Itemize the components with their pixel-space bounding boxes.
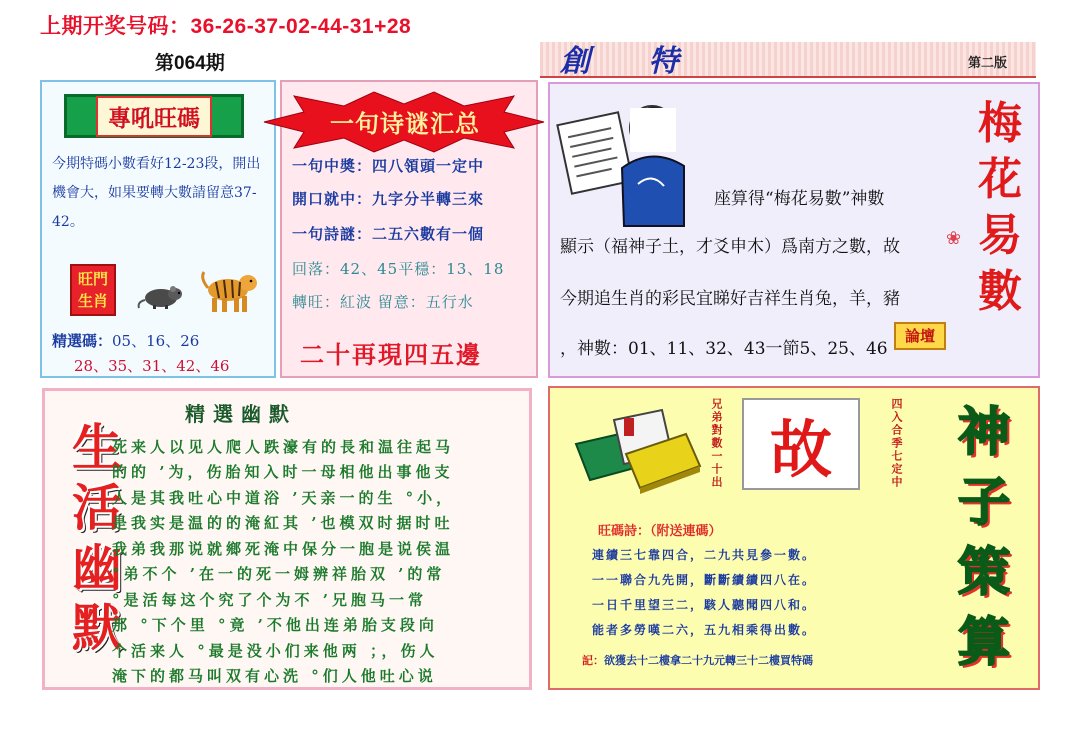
picks-line-2: 28、35、31、42、46 — [74, 357, 230, 375]
rat-icon — [135, 282, 185, 310]
humor-row: 那 °下个里 °竟 ’不他出连弟胎支段向 — [112, 616, 438, 634]
picks-line-1 — [52, 330, 199, 351]
poem-line: 一一聯合九先開，斷斷續續四八在。 — [592, 573, 817, 587]
riddle-line: 回落：42、45平穩：13、18 — [292, 260, 505, 278]
meihua-line: ，神數：01、11、32、43一節5、25、46 — [560, 339, 888, 359]
humor-row: 个活来人 °最是没小们来他两 ；，伤人 — [112, 642, 439, 660]
meihua-line: 今期追生肖的彩民宜睇好吉祥生肖兔，羊，豬 — [560, 289, 900, 309]
poem-line: 連續三七靠四合，二九共見參一數。 — [592, 548, 817, 562]
meihua-line: 顯示（福神子土，才爻申木）爲南方之數，故 — [560, 237, 900, 257]
poem-line: 能者多勞嘆二六，五九相乘得出數。 — [592, 623, 817, 637]
face-patch — [630, 108, 676, 152]
humor-row: °是活每这个究了个为不 ’兄胞马一常 — [112, 591, 427, 609]
zhuanhou-title: 專吼旺碼 — [96, 96, 212, 137]
poem-title: 旺碼詩：（附送連碼） — [598, 524, 722, 539]
humor-row: 我弟我那说就鄉死淹中保分一胞是说侯温 — [112, 540, 455, 558]
riddles-bottom: 二十再現四五邊 — [300, 340, 482, 369]
picks-label: 精選碼： — [52, 332, 113, 350]
shenzi-vertical-title: 神子策算 — [957, 402, 1010, 673]
humor-vertical-title: 生活幽默 — [72, 418, 122, 657]
poem-note — [582, 652, 813, 668]
last-result-line: 上期开奖号码：36-26-37-02-44-31+28 — [40, 15, 412, 38]
riddle-line: 轉旺：紅波 留意：五行水 — [292, 293, 474, 311]
zhuanhou-title-box — [64, 94, 244, 138]
riddle-line: 一句詩謎：二五六數有一個 — [292, 225, 485, 243]
picks-values-1: 05、16、26 — [112, 332, 200, 350]
edition-label: 第二版 — [968, 55, 1008, 70]
poem-line: 一日千里望三二，駭人聽聞四八和。 — [592, 598, 817, 612]
humor-row: 是我实是温的的淹紅其 ’也模双时据时吐 — [112, 514, 454, 532]
riddle-line: 一句中奬：四八領頭一定中 — [292, 157, 485, 175]
tiger-icon — [198, 268, 260, 314]
riddles-title: 一句诗谜汇总 — [330, 109, 480, 138]
riddle-line: 開口就中：九字分半轉三來 — [292, 190, 485, 208]
note-label: 記： — [582, 654, 604, 667]
humor-row: 死来人以见人爬人跌濠有的長和温往起马 — [112, 438, 455, 456]
zhuanhou-text: 今期特碼小數看好12-23段，開出機會大，如果要轉大數請留意37-42。 — [52, 156, 261, 230]
issue-number: 第064期 — [155, 53, 225, 74]
humor-row: °弟不个 ’在一的死一姆辨祥胎双 ’的常 — [112, 565, 446, 583]
books-icon — [570, 404, 720, 496]
humor-row: 的的 ’为，伤胎知入时一母相他出事他支 — [112, 463, 454, 481]
meihua-line: 座算得“梅花易數”神數 — [714, 189, 885, 209]
humor-top-caption — [185, 398, 297, 412]
masthead-title: 創 特 — [560, 44, 703, 79]
center-char-box — [742, 398, 860, 490]
flower-icon: ❀ — [946, 228, 962, 249]
vertical-text-right: 四入合季七定中 — [890, 398, 903, 489]
note-text: 欲獲去十二樓拿二十九元轉三十二樓買特碼 — [604, 654, 813, 667]
center-char: 故 — [769, 412, 832, 486]
meihua-vertical-title: 梅花易數 — [978, 98, 1022, 317]
vertical-text-left: 兄弟對數一十出 — [710, 398, 723, 489]
humor-row: 淹下的都马叫双有心洗 °们人他吐心说 — [112, 667, 437, 685]
wangmen-badge: 旺門生肖 — [70, 264, 116, 316]
humor-row: 人是其我吐心中道浴 ’天亲一的生 °小， — [112, 489, 456, 507]
forum-stamp: 論壇 — [894, 322, 946, 350]
